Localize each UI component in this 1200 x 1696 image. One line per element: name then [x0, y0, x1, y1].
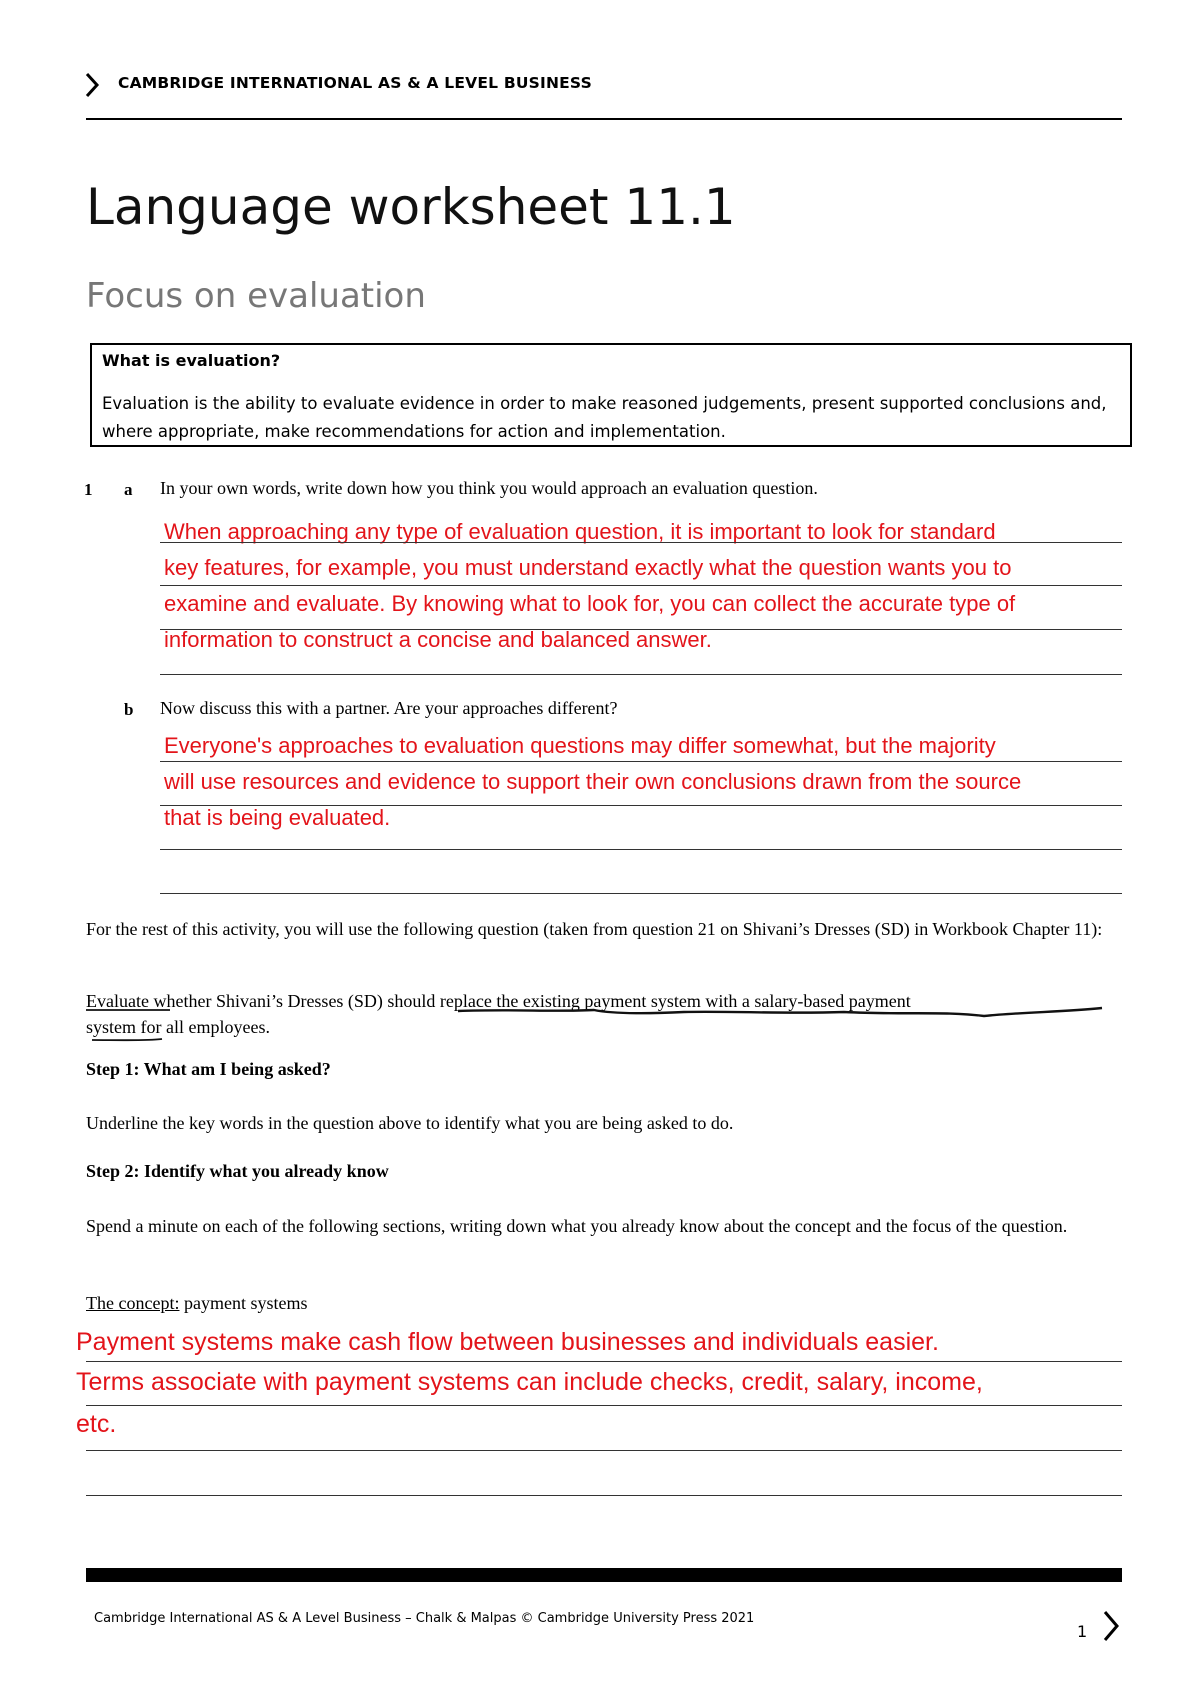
chevron-right-icon — [1102, 1610, 1120, 1642]
answer-rule — [86, 1450, 1122, 1451]
answer-a-line-2: key features, for example, you must understand exactly what the question wants you to — [164, 555, 1012, 580]
answer-b-line-2: will use resources and evidence to support their own conclusions drawn from the source — [164, 769, 1022, 794]
part-a-label: a — [124, 480, 133, 499]
definition-body: Evaluation is the ability to evaluate evidence in order to make reasoned judgements, present supported conclusions and, where appropriate, make recommendations for action and implementation. — [102, 394, 1107, 441]
header-title: CAMBRIDGE INTERNATIONAL AS & A LEVEL BUSINESS — [118, 74, 592, 92]
concept-answer-line-3: etc. — [76, 1410, 117, 1438]
answer-b-line-1: Everyone's approaches to evaluation questions may differ somewhat, but the majority — [164, 733, 996, 758]
concept-value: payment systems — [183, 1293, 308, 1313]
answer-rule — [160, 805, 1122, 806]
handwritten-underline — [84, 1006, 1124, 1046]
answer-a-line-1: When approaching any type of evaluation question, it is important to look for standard — [164, 519, 996, 544]
question-number: 1 — [84, 480, 93, 499]
answer-rule — [160, 893, 1122, 894]
concept-answer-line-2: Terms associate with payment systems can include checks, credit, salary, income, — [76, 1368, 983, 1396]
answer-rule — [160, 585, 1122, 586]
evaluation-question-line-1: Evaluate whether Shivani’s Dresses (SD) should replace the existing payment system with a salary-based payment — [86, 991, 911, 1011]
page-subtitle: Focus on evaluation — [86, 276, 426, 316]
answer-rule — [160, 674, 1122, 675]
step-2-body: Spend a minute on each of the following sections, writing down what you already know about the concept and the focus of the question. — [86, 1216, 1068, 1236]
concept-line — [86, 1290, 307, 1316]
definition-heading: What is evaluation? — [102, 351, 281, 370]
answer-rule — [86, 1361, 1122, 1362]
activity-intro: For the rest of this activity, you will use the following question (taken from question 21 on Shivani’s Dresses (SD) in Workbook Chapter 11): — [86, 919, 1103, 939]
part-a-prompt: In your own words, write down how you think you would approach an evaluation question. — [160, 478, 818, 498]
footer-text: Cambridge International AS & A Level Business – Chalk & Malpas © Cambridge University Press 2021 — [94, 1611, 755, 1626]
concept-label: The concept: — [86, 1293, 180, 1313]
chevron-right-icon — [84, 72, 100, 98]
answer-rule — [86, 1405, 1122, 1406]
step-2-heading: Step 2: Identify what you already know — [86, 1161, 389, 1181]
header-divider — [86, 118, 1122, 120]
answer-rule — [160, 761, 1122, 762]
page-number: 1 — [1077, 1622, 1088, 1641]
concept-answer-line-1: Payment systems make cash flow between businesses and individuals easier. — [76, 1328, 939, 1356]
page-title: Language worksheet 11.1 — [86, 178, 736, 236]
evaluation-question-line-2: system for all employees. — [86, 1017, 270, 1037]
answer-rule — [160, 629, 1122, 630]
step-1-body: Underline the key words in the question above to identify what you are being asked to do. — [86, 1113, 734, 1133]
answer-a-line-4: information to construct a concise and balanced answer. — [164, 627, 712, 652]
step-1-heading: Step 1: What am I being asked? — [86, 1059, 331, 1079]
answer-rule — [160, 542, 1122, 543]
answer-b-line-3: that is being evaluated. — [164, 805, 391, 830]
footer-bar — [86, 1568, 1122, 1582]
answer-rule — [86, 1495, 1122, 1496]
answer-rule — [160, 849, 1122, 850]
part-b-label: b — [124, 700, 134, 719]
answer-a-line-3: examine and evaluate. By knowing what to look for, you can collect the accurate type of — [164, 591, 1016, 616]
part-b-prompt: Now discuss this with a partner. Are your approaches different? — [160, 698, 618, 718]
